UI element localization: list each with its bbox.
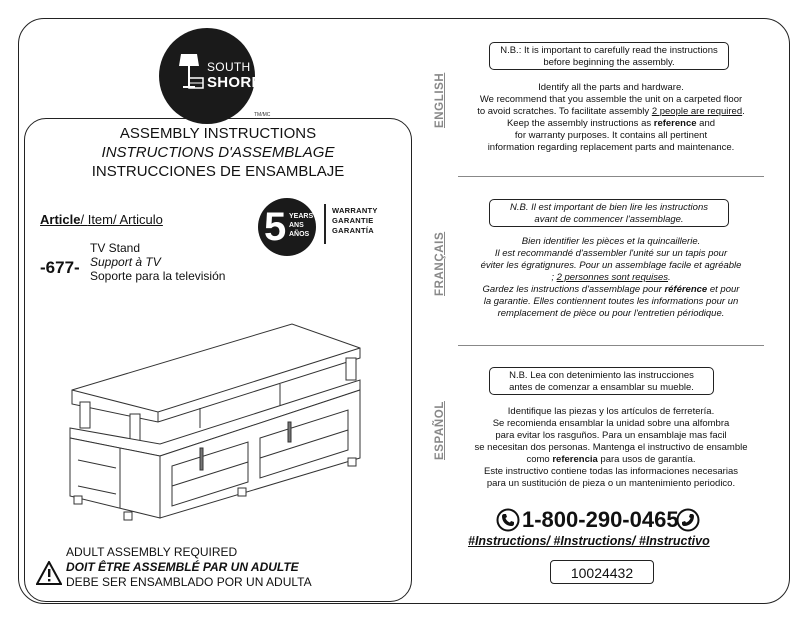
trademark: TM/MC [254,112,271,118]
product-name-es: Soporte para la televisión [90,269,226,283]
english-line3b: 2 people are required [651,106,743,117]
english-line2: We recommend that you assemble the unit on a carpeted floor [479,94,743,105]
brand-south: SOUTH [207,60,251,74]
spanish-line5 [458,454,764,466]
english-line3c: . [742,106,745,117]
label-spanish: ESPAÑOL [434,401,446,460]
french-line5c: et pour [707,284,740,295]
french-line5b: référence [664,284,708,295]
phone-icon [496,508,520,532]
warranty-years-fr: ANS [289,222,304,229]
english-line3a: to avoid scratches. To facilitate assembly [477,106,652,117]
warning-icon [36,561,62,585]
nb-spanish [489,367,714,395]
french-text [458,236,764,320]
french-line4 [458,272,764,284]
spanish-line2: Se recomienda ensamblar la unidad sobre una alfombra [492,418,730,429]
warranty-years-es: AÑOS [289,231,310,238]
article-fr: Item [87,212,113,227]
french-line6: la garantie. Elles contiennent toutes les informations pour un [483,296,739,307]
title-en: ASSEMBLY INSTRUCTIONS [119,125,317,142]
warranty-text [332,206,378,236]
title-es: INSTRUCCIONES DE ENSAMBLAJE [91,163,345,180]
english-line6: information regarding replacement parts and maintenance. [487,142,735,153]
spanish-line4: se necesitan dos personas. Mantenga el instructivo de ensamble [474,442,748,453]
article-sep1: / [80,212,88,227]
french-line4a: ; [551,272,557,283]
instructions-hashtags[interactable]: #Instructions/ #Instructions/ #Instructivo [468,534,710,548]
french-line2: Il est recommandé d'assembler l'unité sur un tapis pour [494,248,728,259]
tv-stand-illustration [60,318,370,528]
warranty-badge [258,198,398,258]
french-line4b: 2 personnes sont requises [556,272,669,283]
english-line4 [458,118,764,130]
product-name-en: TV Stand [90,241,141,255]
warranty-fr: GARANTIE [332,216,374,225]
nb-english-line1: N.B.: It is important to carefully read the instructions [500,45,718,56]
nb-french-line2: avant de commencer l'assemblage. [534,214,684,225]
french-line7: remplacement de pièce ou pour l'entretien périodique. [497,308,725,319]
label-english: ENGLISH [434,72,446,128]
spanish-line7: para un sustitución de pieza o un mantenimiento periodico. [486,478,736,489]
spanish-text [458,406,764,490]
french-line5a: Gardez les instructions d'assemblage pour [482,284,665,295]
phone-icon [676,508,700,532]
english-line4a: Keep the assembly instructions as [506,118,654,129]
divider-1 [458,176,764,177]
nb-english [489,42,729,70]
warranty-years-words [289,212,313,239]
article-label [40,212,163,227]
french-line4c: . [668,272,671,283]
nb-english-line2: before beginning the assembly. [543,57,675,68]
phone-contact[interactable] [484,504,704,536]
adult-en: ADULT ASSEMBLY REQUIRED [66,545,238,559]
divider-2 [458,345,764,346]
nb-french-line1: N.B. Il est important de bien lire les instructions [509,202,708,213]
warranty-en: WARRANTY [332,206,378,215]
lamp-icon [175,52,205,96]
product-number: -677- [40,258,80,277]
warranty-years-number: 5 [264,205,287,249]
english-line4b: reference [653,118,697,129]
adult-fr: DOIT ÊTRE ASSEMBLÉ PAR UN ADULTE [66,560,299,574]
warranty-circle [258,198,316,256]
article-sep2: / [113,212,120,227]
english-text [458,82,764,154]
english-line1: Identify all the parts and hardware. [538,82,684,93]
french-line3: éviter les égratignures. Pour un assemblage facile et agréable [480,260,742,271]
french-line5 [458,284,764,296]
spanish-line3: para evitar los rasguños. Para un ensamblaje mas facil [495,430,727,441]
brand-logo [159,28,262,124]
spanish-line6: Este instructivo contiene todas las informaciones necesarias [484,466,738,477]
article-en: Article [40,212,81,227]
assembly-titles [24,124,412,181]
english-line5: for warranty purposes. It contains all pertinent [514,130,708,141]
spanish-line1: Identifique las piezas y los artículos de ferretería. [507,406,715,417]
part-number-box: 10024432 [550,560,654,584]
warranty-divider [324,204,326,244]
article-es: Articulo [119,212,163,227]
english-line3 [458,106,764,118]
warranty-years-en: YEARS [289,213,314,220]
spanish-line5a: como [526,454,553,465]
adult-es: DEBE SER ENSAMBLADO POR UN ADULTA [66,575,312,589]
brand-shore: SHORE [207,74,262,91]
spanish-line5c: para usos de garantía. [597,454,696,465]
warranty-es: GARANTÍA [332,226,374,235]
adult-text [66,545,312,590]
product-name-fr: Support à TV [90,255,161,269]
nb-french [489,199,729,227]
label-french: FRANÇAIS [434,231,446,296]
english-line4c: and [696,118,716,129]
nb-spanish-line2: antes de comenzar a ensamblar su mueble. [509,382,694,393]
product-names [90,241,225,283]
spanish-line5b: referencia [552,454,598,465]
french-line1: Bien identifier les pièces et la quincaillerie. [521,236,701,247]
phone-number[interactable]: 1-800-290-0465 [522,507,679,532]
nb-spanish-line1: N.B. Lea con detenimiento las instrucciones [509,370,694,381]
title-fr: INSTRUCTIONS D'ASSEMBLAGE [101,144,335,161]
